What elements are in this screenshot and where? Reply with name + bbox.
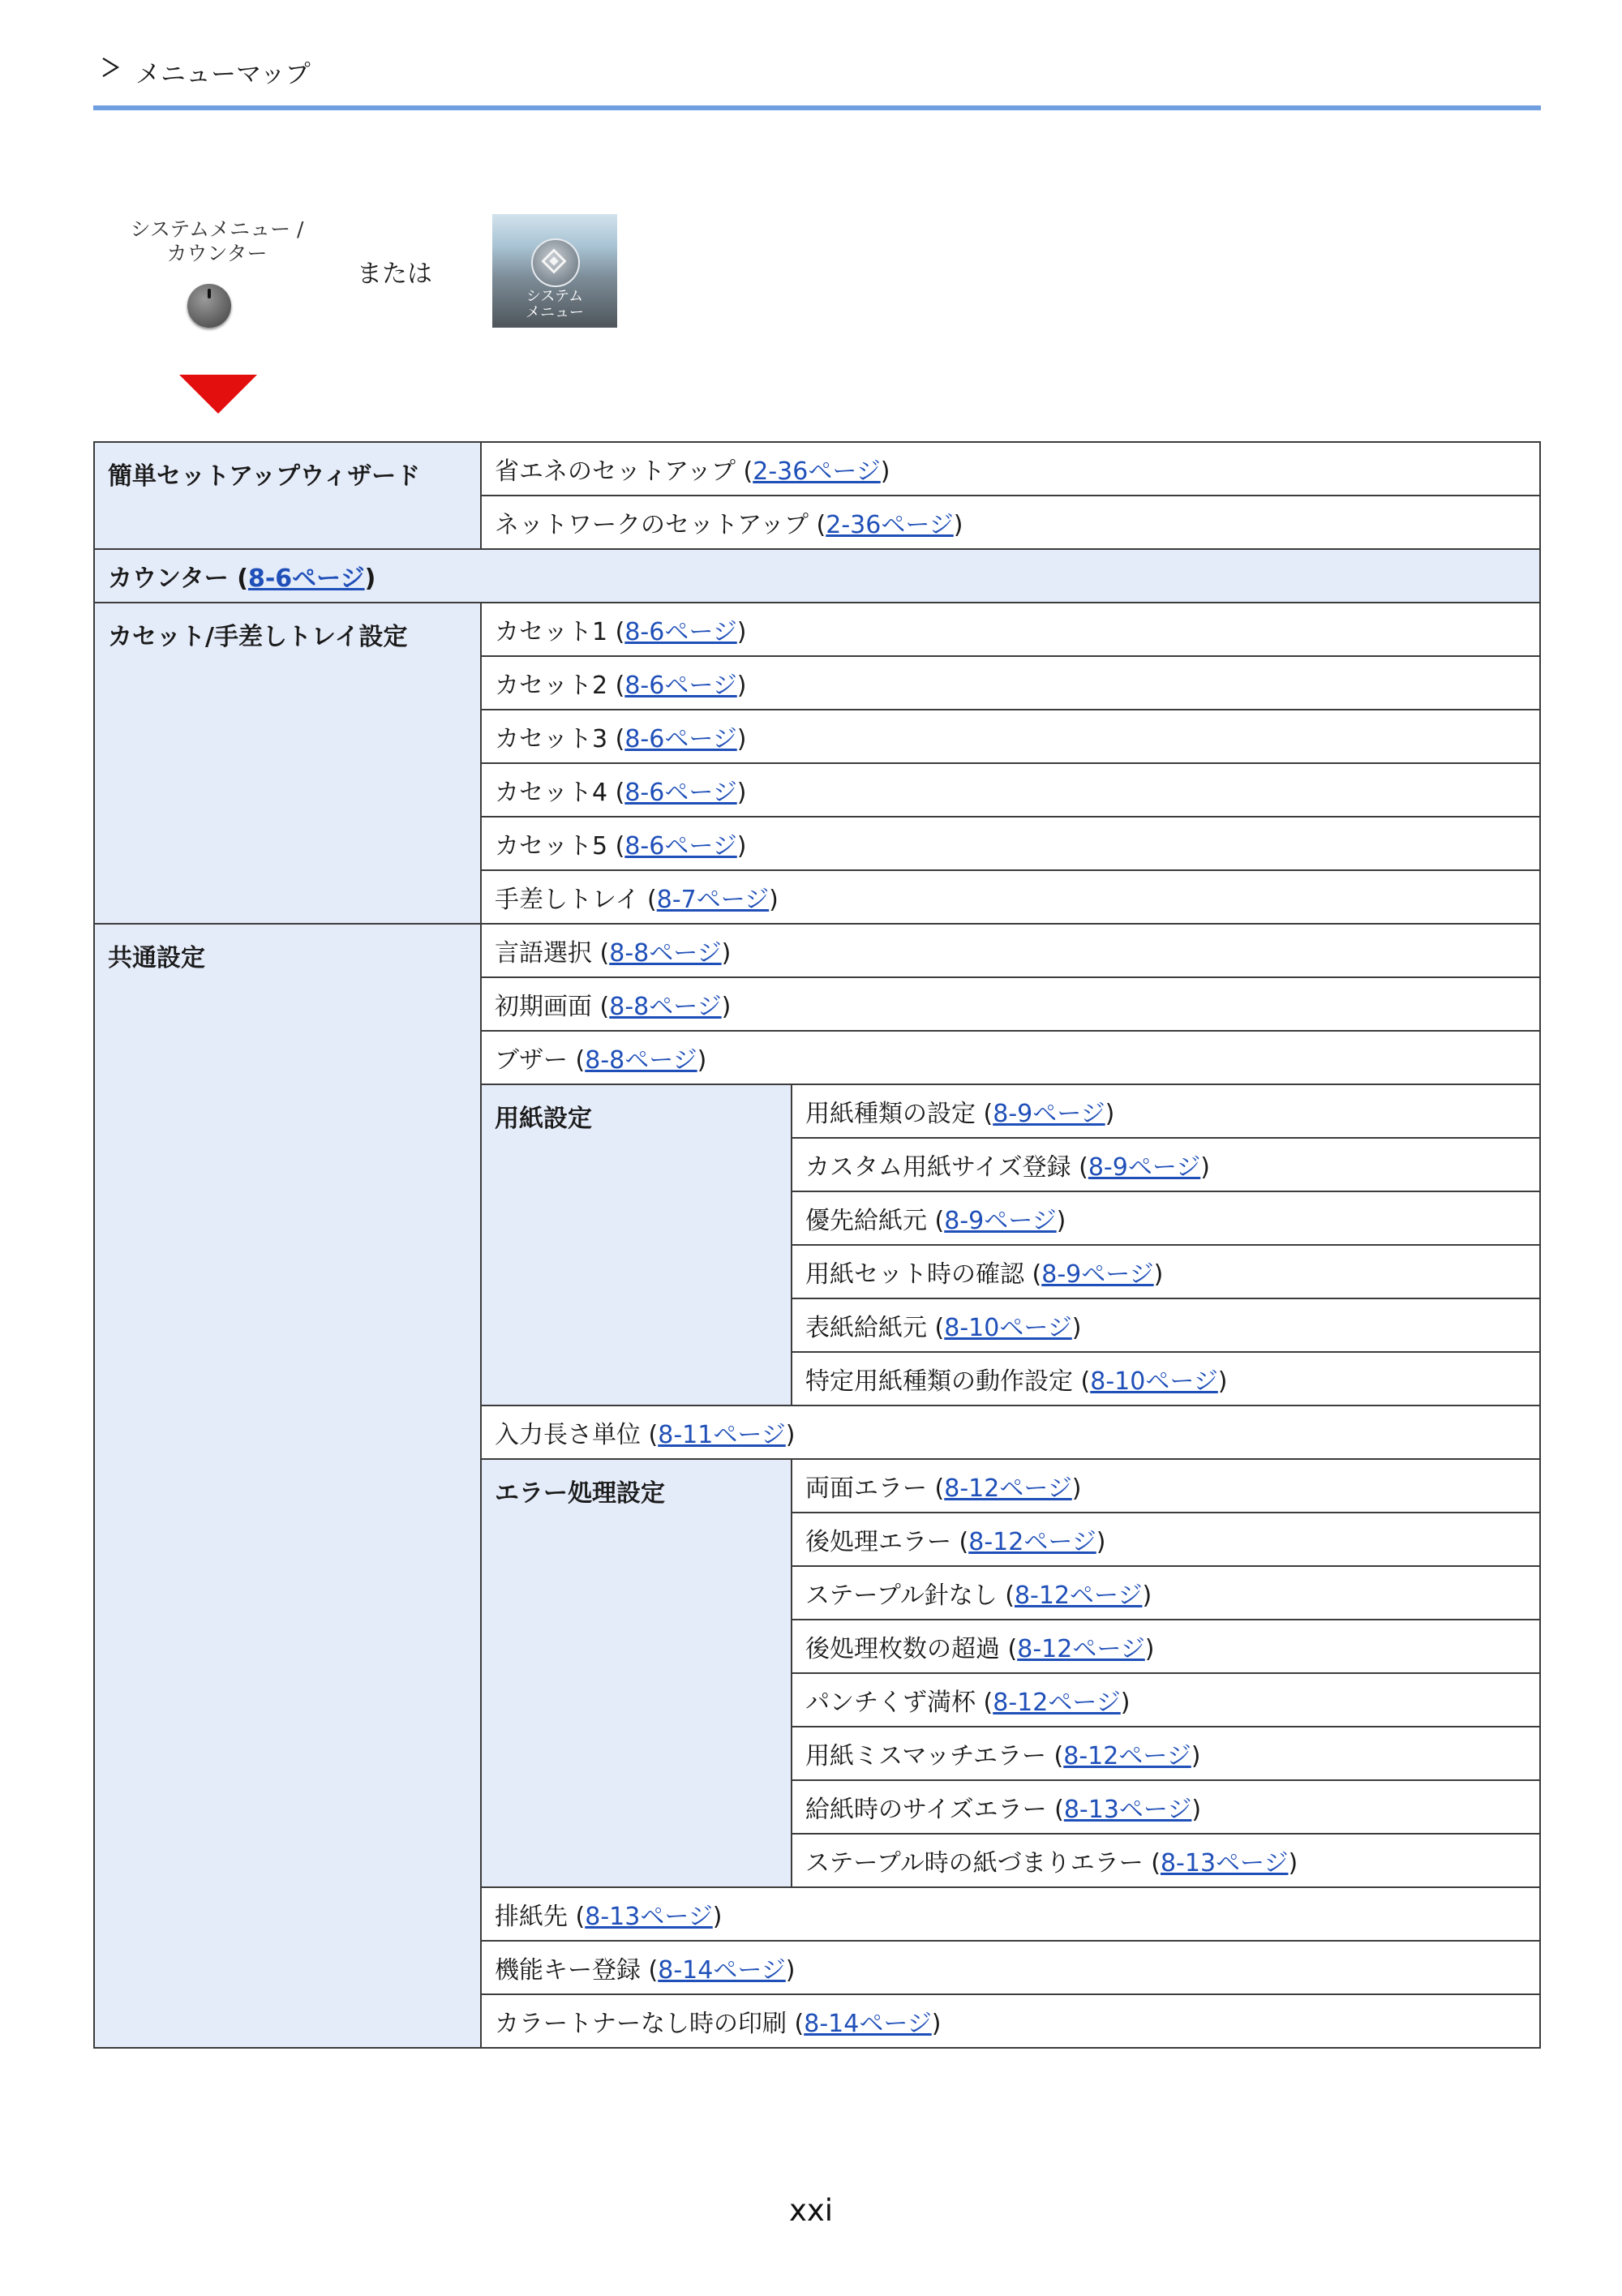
hardware-key-label: システムメニュー / カウンター [130,217,304,265]
page-link[interactable]: 8-9ページ [944,1207,1057,1235]
page-link[interactable]: 8-12ページ [993,1689,1121,1717]
menu-item: 給紙時のサイズエラー (8-13ページ) [792,1780,1540,1834]
menu-item: 排紙先 (8-13ページ) [481,1887,1540,1941]
category-cassette: カセット/手差しトレイ設定 [94,603,481,924]
page-header [93,50,1541,112]
menu-item: パンチくず満杯 (8-12ページ) [792,1673,1540,1727]
page-link[interactable]: 8-8ページ [585,1046,697,1075]
page-link[interactable]: 8-10ページ [944,1314,1072,1342]
menu-item: 両面エラー (8-12ページ) [792,1459,1540,1513]
page-link[interactable]: 8-14ページ [658,1956,786,1985]
menu-item: 優先給紙元 (8-9ページ) [792,1191,1540,1245]
menu-item: 後処理エラー (8-12ページ) [792,1513,1540,1566]
menu-item-counter: カウンター (8-6ページ) [94,549,1540,603]
menu-item: ネットワークのセットアップ (2-36ページ) [481,496,1540,549]
page-link[interactable]: 8-12ページ [944,1474,1072,1503]
page-link[interactable]: 8-6ページ [624,779,737,807]
page-link[interactable]: 8-10ページ [1090,1367,1218,1396]
page-link[interactable]: 2-36ページ [753,457,881,486]
menu-item: ブザー (8-8ページ) [481,1031,1540,1084]
page-link[interactable]: 8-12ページ [1063,1742,1191,1770]
header-divider [93,105,1541,110]
page-link[interactable]: 8-6ページ [624,618,737,646]
page-link[interactable]: 8-7ページ [656,886,770,914]
menu-item: 初期画面 (8-8ページ) [481,977,1540,1031]
chevron-right-icon [100,57,121,78]
category-wizard: 簡単セットアップウィザード [94,442,481,549]
page-link[interactable]: 8-12ページ [1014,1581,1143,1610]
menu-item: カスタム用紙サイズ登録 (8-9ページ) [792,1138,1540,1191]
page-link[interactable]: 8-8ページ [609,993,722,1021]
page-link[interactable]: 8-6ページ [624,832,737,860]
menu-item: カセット4 (8-6ページ) [481,763,1540,817]
menu-item: カセット2 (8-6ページ) [481,656,1540,710]
page-link[interactable]: 8-6ページ [624,672,737,700]
menu-item: 後処理枚数の超過 (8-12ページ) [792,1620,1540,1673]
page-link[interactable]: 8-12ページ [1017,1635,1145,1663]
page-link[interactable]: 8-12ページ [968,1528,1096,1556]
system-menu-screen-button[interactable]: システム メニュー [492,214,617,328]
page-link[interactable]: 8-13ページ [1063,1796,1192,1824]
page-link[interactable]: 8-13ページ [585,1903,713,1931]
menu-item: ステープル針なし (8-12ページ) [792,1566,1540,1620]
breadcrumb: メニューマップ [135,60,311,89]
menu-item: ステープル時の紙づまりエラー (8-13ページ) [792,1834,1540,1887]
page-link[interactable]: 8-9ページ [993,1100,1105,1128]
page-link[interactable]: 8-6ページ [624,725,737,753]
menu-item: 手差しトレイ (8-7ページ) [481,870,1540,924]
menu-item: 省エネのセットアップ (2-36ページ) [481,442,1540,496]
system-menu-icon [531,238,580,287]
menu-item: 表紙給紙元 (8-10ページ) [792,1298,1540,1352]
menu-item: 機能キー登録 (8-14ページ) [481,1941,1540,1994]
subcategory-paper: 用紙設定 [481,1084,792,1405]
subcategory-error: エラー処理設定 [481,1459,792,1887]
page-link[interactable]: 8-8ページ [609,939,722,968]
page-link[interactable]: 8-9ページ [1041,1260,1154,1289]
menu-item: 言語選択 (8-8ページ) [481,924,1540,977]
menu-item: 特定用紙種類の動作設定 (8-10ページ) [792,1352,1540,1405]
page-link[interactable]: 8-11ページ [658,1421,786,1449]
page-link[interactable]: 8-14ページ [804,2010,932,2038]
menu-item: 用紙セット時の確認 (8-9ページ) [792,1245,1540,1298]
menu-item: カラートナーなし時の印刷 (8-14ページ) [481,1994,1540,2048]
page-number: xxi [788,2193,834,2228]
menu-item: カセット1 (8-6ページ) [481,603,1540,656]
system-menu-hardware-key[interactable] [187,284,231,328]
page-link[interactable]: 8-9ページ [1088,1153,1201,1182]
menu-item: 用紙ミスマッチエラー (8-12ページ) [792,1727,1540,1780]
menu-item: 用紙種類の設定 (8-9ページ) [792,1084,1540,1138]
menu-item: カセット3 (8-6ページ) [481,710,1540,763]
or-text: または [357,260,432,289]
page-link[interactable]: 8-13ページ [1160,1849,1289,1878]
page-link[interactable]: 2-36ページ [826,511,954,539]
menu-map-table [93,441,1541,2049]
arrow-down-icon [179,375,257,414]
page-link[interactable]: 8-6ページ [247,564,365,593]
menu-item: 入力長さ単位 (8-11ページ) [481,1405,1540,1459]
menu-item: カセット5 (8-6ページ) [481,817,1540,870]
category-common: 共通設定 [94,924,481,2048]
